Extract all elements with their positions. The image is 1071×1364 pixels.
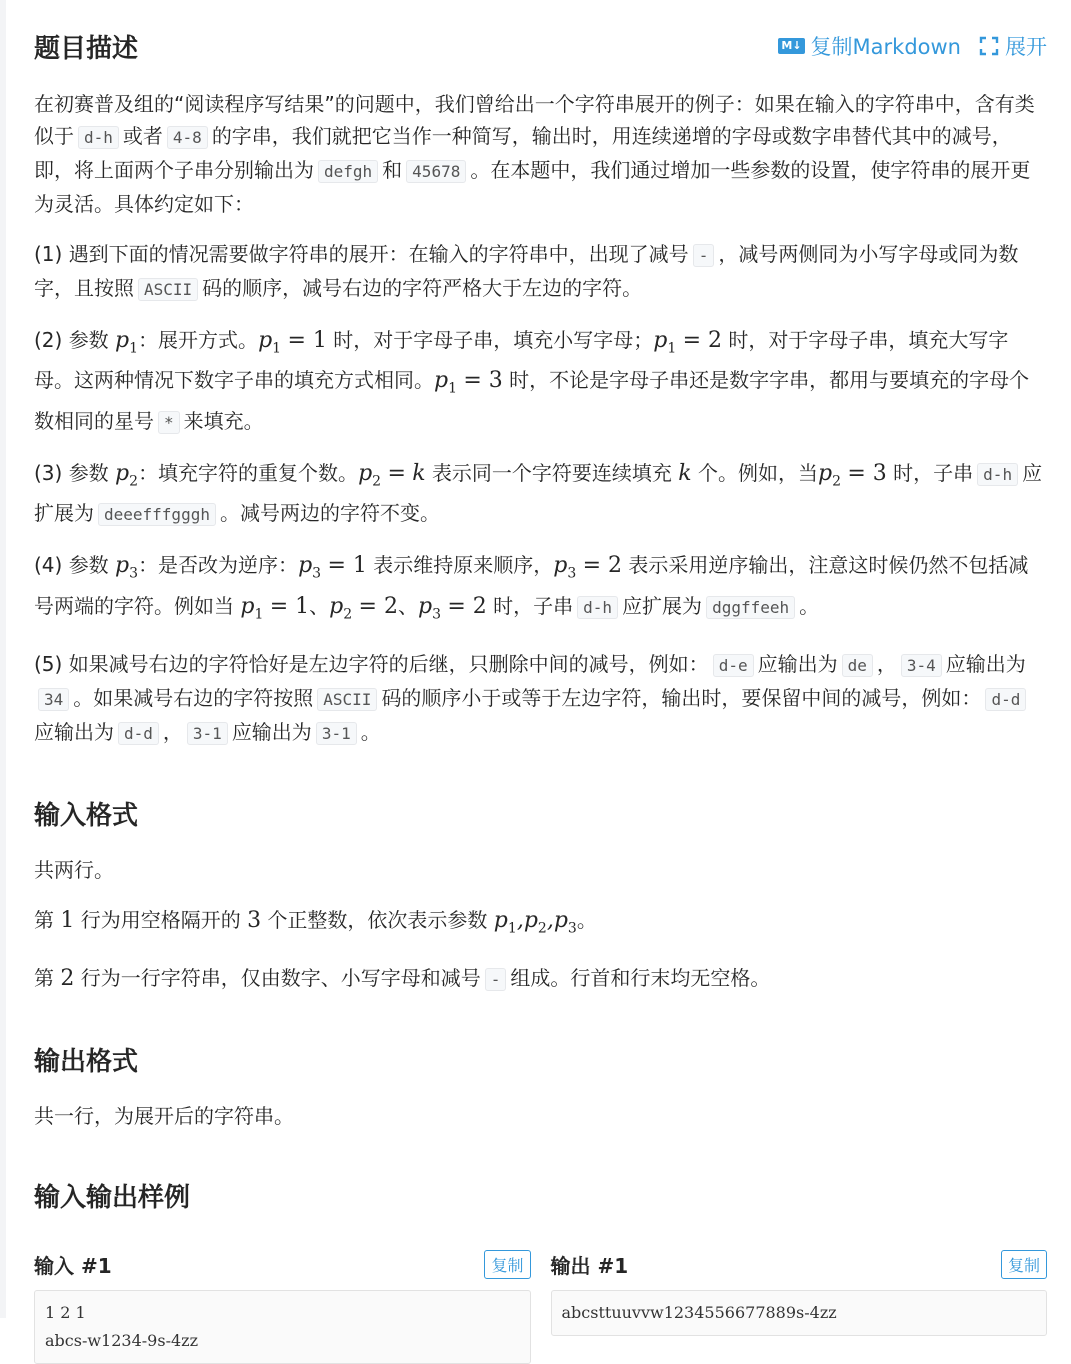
expand-button[interactable] bbox=[979, 31, 1047, 61]
text: 或者 bbox=[122, 124, 163, 148]
sample-input-header bbox=[34, 1248, 531, 1280]
math-p1: $p_1$ bbox=[434, 368, 458, 397]
description-rule-3 bbox=[34, 457, 1047, 531]
code-snippet: d-h bbox=[78, 126, 119, 149]
text: 应输出为 bbox=[945, 651, 1026, 676]
text: 在初赛普及组的“阅读程序写结果”的问题中，我们曾给出一个字符串展开的例子：如果在输入的字符串中，含有类似于 bbox=[34, 92, 1035, 148]
description-rule-5 bbox=[34, 648, 1047, 750]
text: 时，对于字母子串，填充小写字母； bbox=[333, 328, 654, 352]
math-p3: $p_3$ bbox=[553, 553, 577, 582]
math-k: k bbox=[412, 460, 426, 486]
code-snippet: d-h bbox=[977, 463, 1018, 486]
sample-input-line: 1 2 1 bbox=[45, 1303, 86, 1323]
math-number: 1 bbox=[60, 907, 75, 933]
section-title-output-format: 输出格式 bbox=[34, 1047, 139, 1078]
text: 。 bbox=[799, 593, 820, 618]
header-tools bbox=[778, 31, 1047, 61]
math-p2: $p_2$ bbox=[818, 460, 842, 490]
sample-output-1 bbox=[551, 1248, 1048, 1364]
text: 码的顺序小于或等于左边字符，输出时，要保留中间的减号，例如： bbox=[381, 685, 982, 710]
text: 表示维持原来顺序， bbox=[373, 553, 554, 578]
text: 的字串，我们就把它当作一种简写，输出时，用连续递增的字母或数字串替代其中的减号，即，将上面两个子串分别输出为 bbox=[34, 124, 1012, 182]
copy-markdown-label: 复制Markdown bbox=[810, 35, 961, 59]
code-snippet: 3-1 bbox=[187, 722, 228, 745]
math-eq: = 3 bbox=[847, 460, 887, 486]
copy-input-button[interactable]: 复制 bbox=[484, 1250, 530, 1279]
math-number: 2 bbox=[60, 966, 75, 992]
math-p2: $p_2$ bbox=[358, 460, 382, 490]
text: 。在本题中，我们通过增加一些参数的设置，使字符串的展开更为灵活。具体约定如下： bbox=[34, 158, 1031, 216]
input-format-line-3 bbox=[34, 962, 1047, 996]
text: 应扩展为 bbox=[622, 593, 703, 618]
text: 行为用空格隔开的 bbox=[80, 907, 241, 932]
copy-output-button[interactable]: 复制 bbox=[1001, 1250, 1047, 1279]
sample-output-box[interactable] bbox=[551, 1290, 1048, 1336]
text: 。如果减号右边的字符按照 bbox=[73, 685, 314, 710]
text: 码的顺序，减号右边的字符严格大于左边的字符。 bbox=[202, 276, 643, 300]
section-title-description: 题目描述 bbox=[34, 34, 139, 64]
section-title-samples: 输入输出样例 bbox=[34, 1183, 191, 1214]
text: (2) 参数 bbox=[34, 328, 109, 352]
code-snippet: dggffeeh bbox=[706, 596, 795, 619]
code-snippet: d-h bbox=[577, 596, 618, 619]
math-p2: $p_2$ bbox=[115, 460, 139, 490]
math-eq: = 1 bbox=[287, 328, 327, 353]
text: 应输出为 bbox=[34, 719, 114, 744]
sample-output-line: abcsttuuvvw1234556677889s-4zz bbox=[561, 1303, 837, 1323]
text: ：是否改为逆序： bbox=[138, 553, 299, 578]
text: 行为一行字符串，仅由数字、小写字母和减号 bbox=[80, 966, 481, 991]
description-rule-1 bbox=[34, 238, 1047, 306]
copy-markdown-button[interactable] bbox=[778, 31, 961, 61]
code-snippet: ASCII bbox=[138, 278, 198, 301]
text: ：展开方式。 bbox=[138, 328, 259, 352]
sample-input-1 bbox=[34, 1248, 531, 1364]
code-snippet: d-d bbox=[118, 722, 159, 745]
text: ， bbox=[876, 651, 897, 676]
sample-output-title: 输出 #1 bbox=[550, 1253, 629, 1278]
math-number: 3 bbox=[247, 907, 262, 933]
expand-icon bbox=[979, 36, 999, 56]
code-snippet: deeefffgggh bbox=[98, 503, 216, 526]
code-snippet: defgh bbox=[318, 160, 378, 183]
text: ，减号两侧同为小写字母或同为数字，且按照 bbox=[34, 242, 1019, 300]
math-p3: $p_3$ bbox=[417, 593, 441, 622]
math-eq: = 2 bbox=[682, 328, 723, 353]
code-snippet: ASCII bbox=[317, 688, 377, 711]
sample-input-box[interactable] bbox=[34, 1290, 531, 1364]
text: 时，不论是字母子串还是数字字串，都用与要填充的字母个数相同的星号 bbox=[34, 368, 1030, 433]
sample-input-title: 输入 #1 bbox=[34, 1253, 112, 1278]
text: 表示采用逆序输出，注意这时候仍然不包括减号两端的字符。例如当 bbox=[34, 553, 1029, 618]
text: ， bbox=[162, 719, 183, 744]
text: ：填充字符的重复个数。 bbox=[138, 460, 359, 485]
sample-input-line: abcs-w1234-9s-4zz bbox=[45, 1331, 199, 1351]
math-eq: = 1 bbox=[327, 553, 367, 579]
code-snippet: 4-8 bbox=[167, 126, 208, 149]
text: (1) 遇到下面的情况需要做字符串的展开：在输入的字符串中，出现了减号 bbox=[34, 242, 689, 266]
text: 第 bbox=[34, 907, 54, 932]
input-format-line-2 bbox=[34, 904, 1047, 944]
text: 应输出为 bbox=[757, 651, 838, 676]
text: (3) 参数 bbox=[34, 460, 109, 485]
code-snippet: 34 bbox=[38, 688, 69, 711]
description-paragraph-intro bbox=[34, 88, 1047, 220]
text: 表示同一个字符要连续填充 bbox=[431, 460, 672, 485]
sample-output-header bbox=[551, 1248, 1048, 1280]
expand-label: 展开 bbox=[1005, 35, 1047, 59]
code-snippet: 3-1 bbox=[316, 722, 357, 745]
markdown-icon: M↓ bbox=[778, 38, 804, 54]
math-p1: $p_1$ bbox=[258, 328, 282, 357]
problem-header bbox=[34, 0, 1047, 88]
code-snippet: d-e bbox=[713, 654, 754, 677]
text: 个正整数，依次表示参数 bbox=[267, 907, 488, 932]
math-eq: = 1 bbox=[269, 593, 310, 619]
code-snippet: d-d bbox=[985, 688, 1026, 711]
math-p1: $p_1$ bbox=[115, 328, 139, 357]
code-snippet: * bbox=[158, 411, 180, 434]
math-p2: $p_2$ bbox=[329, 593, 353, 622]
text: 。减号两边的字符不变。 bbox=[219, 501, 440, 526]
text: 时，对于字母子串，填充大写字母。这两种情况下数字子串的填充方式相同。 bbox=[34, 328, 1009, 393]
text: 应扩展为 bbox=[34, 460, 1043, 526]
code-snippet: - bbox=[485, 968, 507, 991]
text: 第 bbox=[34, 966, 54, 991]
text: 、 bbox=[309, 593, 330, 618]
math-eq: = 3 bbox=[463, 368, 503, 394]
description-rule-2 bbox=[34, 324, 1047, 439]
code-snippet: - bbox=[693, 244, 715, 267]
text: 时，子串 bbox=[493, 593, 574, 618]
code-snippet: 3-4 bbox=[901, 654, 942, 677]
description-rule-4 bbox=[34, 549, 1047, 630]
math-p3: $p_3$ bbox=[115, 553, 139, 582]
text: 应输出为 bbox=[231, 719, 312, 744]
text: (5) 如果减号右边的字符恰好是左边字符的后继，只删除中间的减号，例如： bbox=[34, 651, 709, 676]
text: 、 bbox=[397, 593, 418, 618]
text: 。 bbox=[576, 907, 597, 932]
math-param-list: $p_1,p_2,p_3$ bbox=[493, 907, 577, 937]
code-snippet: 45678 bbox=[406, 160, 466, 183]
math-eq: = bbox=[387, 460, 406, 486]
math-p1: $p_1$ bbox=[653, 328, 677, 357]
text: 。 bbox=[360, 719, 381, 744]
text: 个。例如，当 bbox=[698, 460, 818, 485]
math-eq: = 2 bbox=[358, 593, 398, 619]
text: 来填充。 bbox=[183, 408, 264, 433]
samples-container bbox=[34, 1248, 1047, 1364]
input-format-line-1: 共两行。 bbox=[34, 857, 114, 882]
math-p3: $p_3$ bbox=[298, 553, 322, 582]
text: 组成。行首和行末均无空格。 bbox=[510, 966, 771, 991]
text: 和 bbox=[382, 158, 403, 182]
math-p1: $p_1$ bbox=[240, 593, 264, 622]
code-snippet: de bbox=[842, 654, 873, 677]
math-eq: = 2 bbox=[582, 553, 623, 579]
math-k: k bbox=[678, 460, 692, 486]
section-title-input-format: 输入格式 bbox=[34, 800, 139, 831]
math-eq: = 2 bbox=[447, 593, 487, 619]
text: 时，子串 bbox=[893, 460, 974, 485]
text: (4) 参数 bbox=[34, 553, 109, 578]
output-format-line-1: 共一行，为展开后的字符串。 bbox=[34, 1104, 294, 1129]
